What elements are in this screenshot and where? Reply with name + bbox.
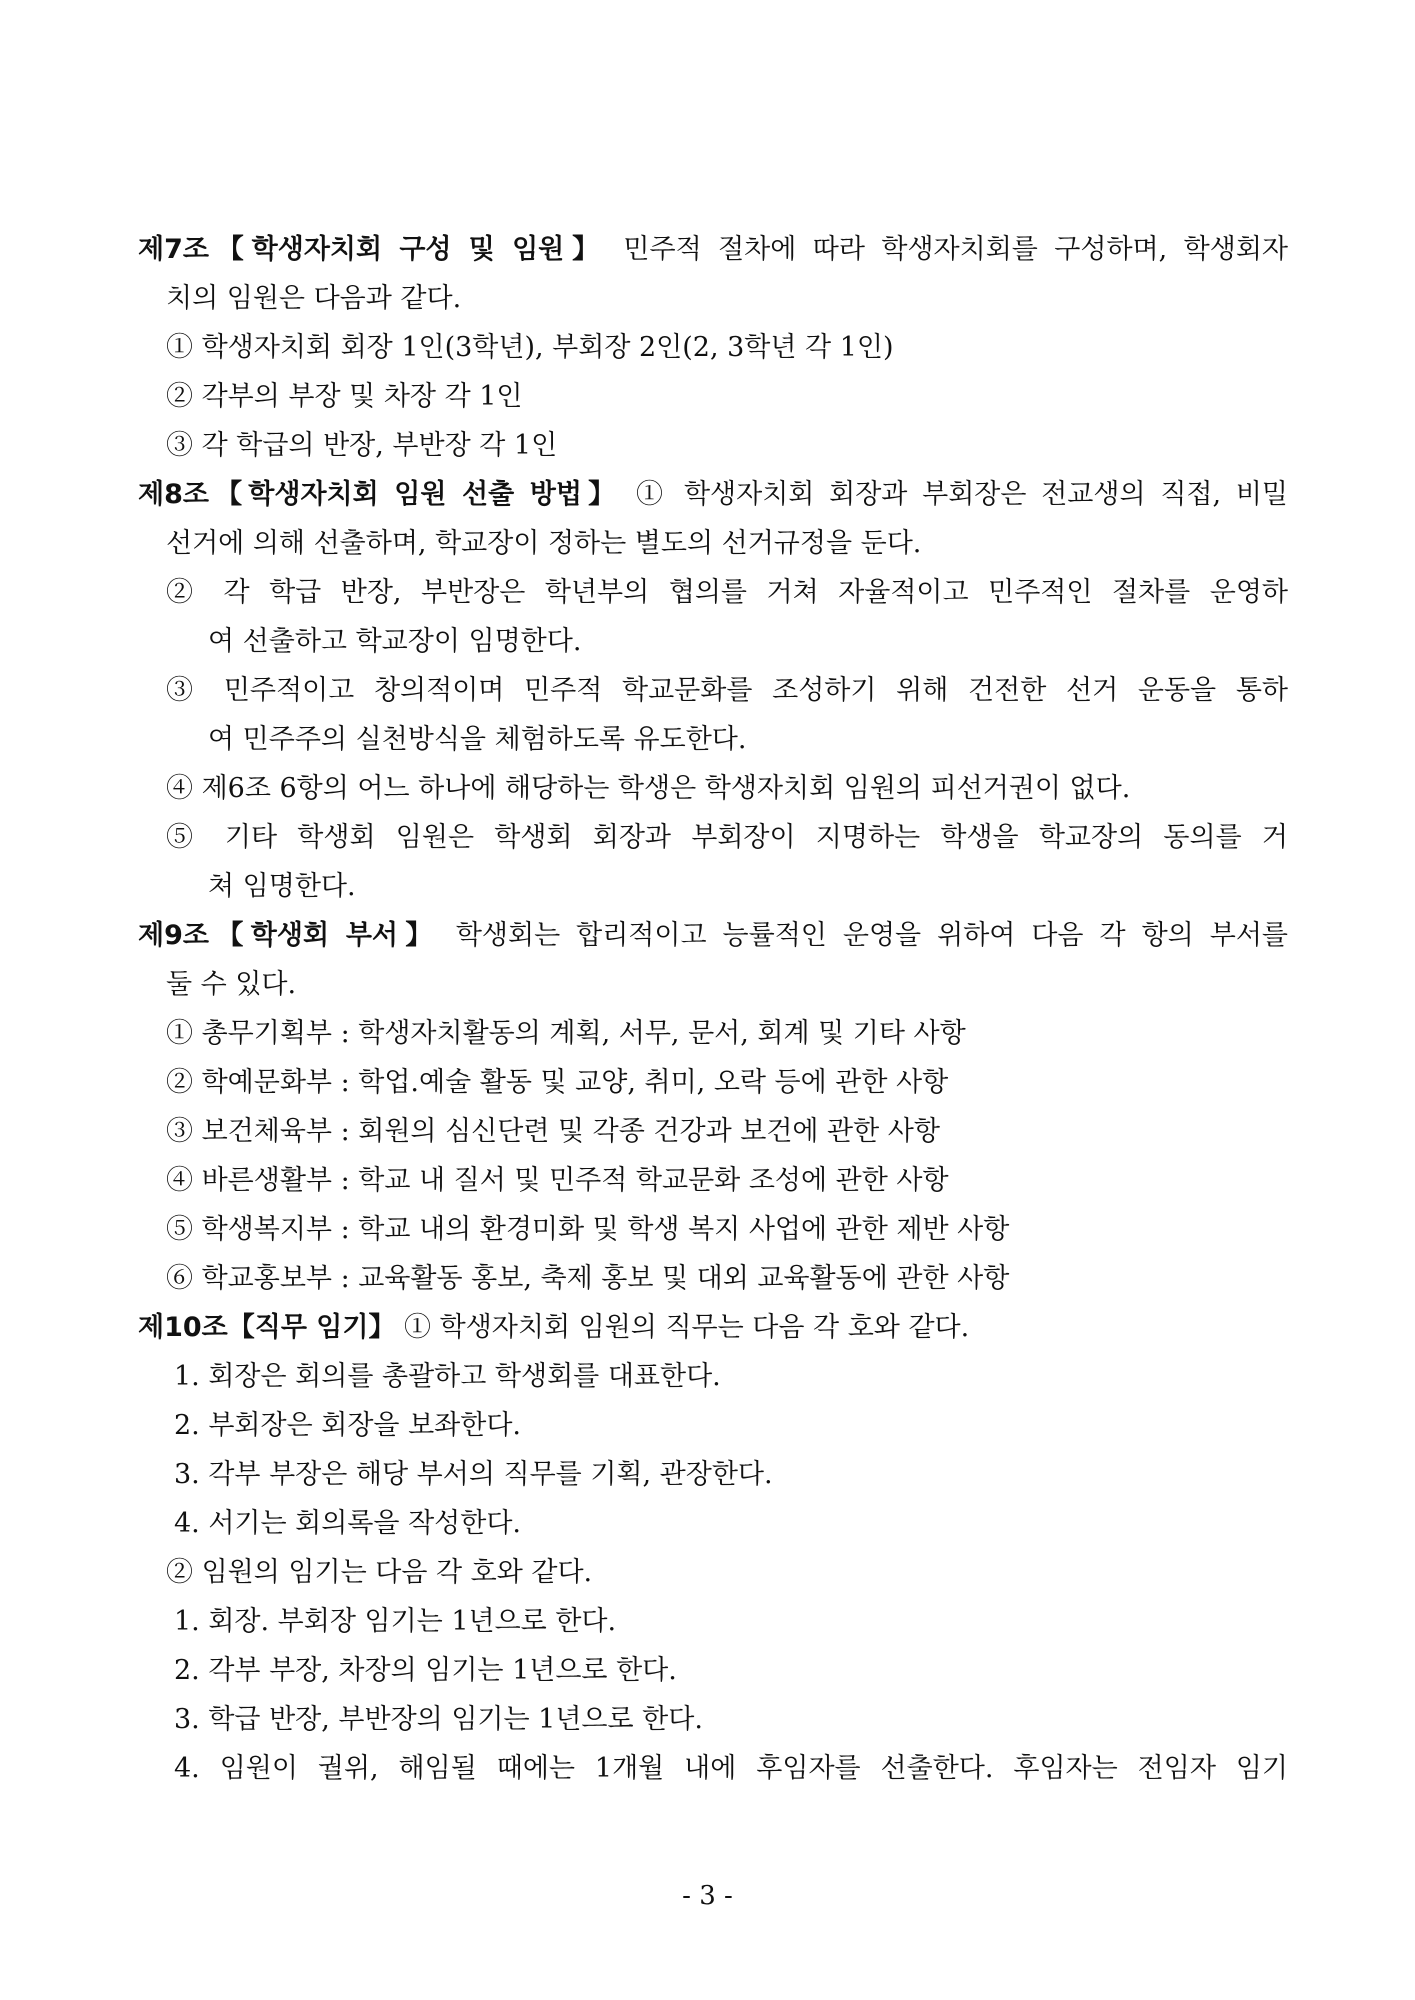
article-9-heading-line	[138, 911, 1288, 960]
article-7-text: 민주적 절차에 따라 학생자치회를 구성하며, 학생회자	[606, 234, 1288, 265]
article-10-term: 4. 임원이 궐위, 해임될 때에는 1개월 내에 후임자를 선출한다. 후임자는 전임자 임기	[174, 1753, 1288, 1784]
article-10-duty: 3. 각부 부장은 해당 부서의 직무를 기획, 관장한다.	[174, 1459, 773, 1490]
article-10-term: 3. 학급 반장, 부반장의 임기는 1년으로 한다.	[174, 1704, 703, 1735]
article-9-item: ③ 보건체육부 : 회원의 심신단련 및 각종 건강과 보건에 관한 사항	[166, 1116, 940, 1147]
article-8-item-2: ② 각 학급 반장, 부반장은 학년부의 협의를 거쳐 자율적이고 민주적인 절차를 운영하	[166, 577, 1288, 608]
article-10-duty: 4. 서기는 회의록을 작성한다.	[174, 1508, 521, 1539]
article-9-label: 제9조【학생회 부서】	[138, 920, 440, 951]
article-8-text: ① 학생자치회 회장과 부회장은 전교생의 직접, 비밀	[621, 479, 1288, 510]
article-7-heading-line	[138, 225, 1288, 274]
article-10-term: 1. 회장. 부회장 임기는 1년으로 한다.	[174, 1606, 617, 1637]
article-9-item: ⑥ 학교홍보부 : 교육활동 홍보, 축제 홍보 및 대외 교육활동에 관한 사항	[166, 1263, 1010, 1294]
article-7-continuation: 치의 임원은 다음과 같다.	[166, 283, 462, 314]
article-9-continuation: 둘 수 있다.	[166, 969, 297, 1000]
document-body	[138, 225, 1288, 1793]
article-9-item: ② 학예문화부 : 학업.예술 활동 및 교양, 취미, 오락 등에 관한 사항	[166, 1067, 949, 1098]
article-10-duty: 1. 회장은 회의를 총괄하고 학생회를 대표한다.	[174, 1361, 721, 1392]
article-8-continuation: 선거에 의해 선출하며, 학교장이 정하는 별도의 선거규정을 둔다.	[166, 528, 922, 559]
article-8-item-5-continuation: 쳐 임명한다.	[208, 871, 356, 902]
article-8-heading-line	[138, 470, 1288, 519]
article-8-label: 제8조【학생자치회 임원 선출 방법】	[138, 479, 622, 510]
article-8-item-3-continuation: 여 민주주의 실천방식을 체험하도록 유도한다.	[208, 724, 747, 755]
article-8-item-3: ③ 민주적이고 창의적이며 민주적 학교문화를 조성하기 위해 건전한 선거 운동을 통하	[166, 675, 1288, 706]
article-7-item: ③ 각 학급의 반장, 부반장 각 1인	[166, 430, 558, 461]
article-7-label: 제7조【학생자치회 구성 및 임원】	[138, 234, 607, 265]
article-10-label: 제10조【직무 임기】	[138, 1312, 396, 1343]
article-10-duty: 2. 부회장은 회장을 보좌한다.	[174, 1410, 521, 1441]
article-9-item: ④ 바른생활부 : 학교 내 질서 및 민주적 학교문화 조성에 관한 사항	[166, 1165, 949, 1196]
page-number: - 3 -	[682, 1881, 733, 1911]
article-9-item: ⑤ 학생복지부 : 학교 내의 환경미화 및 학생 복지 사업에 관한 제반 사항	[166, 1214, 1010, 1245]
article-8-item-2-continuation: 여 선출하고 학교장이 임명한다.	[208, 626, 582, 657]
article-9-text: 학생회는 합리적이고 능률적인 운영을 위하여 다음 각 항의 부서를	[439, 920, 1288, 951]
article-8-item-4: ④ 제6조 6항의 어느 하나에 해당하는 학생은 학생자치회 임원의 피선거권이 없다.	[166, 773, 1131, 804]
article-8-item-5: ⑤ 기타 학생회 임원은 학생회 회장과 부회장이 지명하는 학생을 학교장의 동의를 거	[166, 822, 1288, 853]
article-10-term: 2. 각부 부장, 차장의 임기는 1년으로 한다.	[174, 1655, 677, 1686]
article-10-text: ① 학생자치회 임원의 직무는 다음 각 호와 같다.	[395, 1312, 970, 1343]
article-10-heading-line	[138, 1303, 1288, 1352]
article-10-item-2: ② 임원의 임기는 다음 각 호와 같다.	[166, 1557, 593, 1588]
article-7-item: ② 각부의 부장 및 차장 각 1인	[166, 381, 523, 412]
article-7-item: ① 학생자치회 회장 1인(3학년), 부회장 2인(2, 3학년 각 1인)	[166, 332, 894, 363]
article-9-item: ① 총무기획부 : 학생자치활동의 계획, 서무, 문서, 회계 및 기타 사항	[166, 1018, 966, 1049]
